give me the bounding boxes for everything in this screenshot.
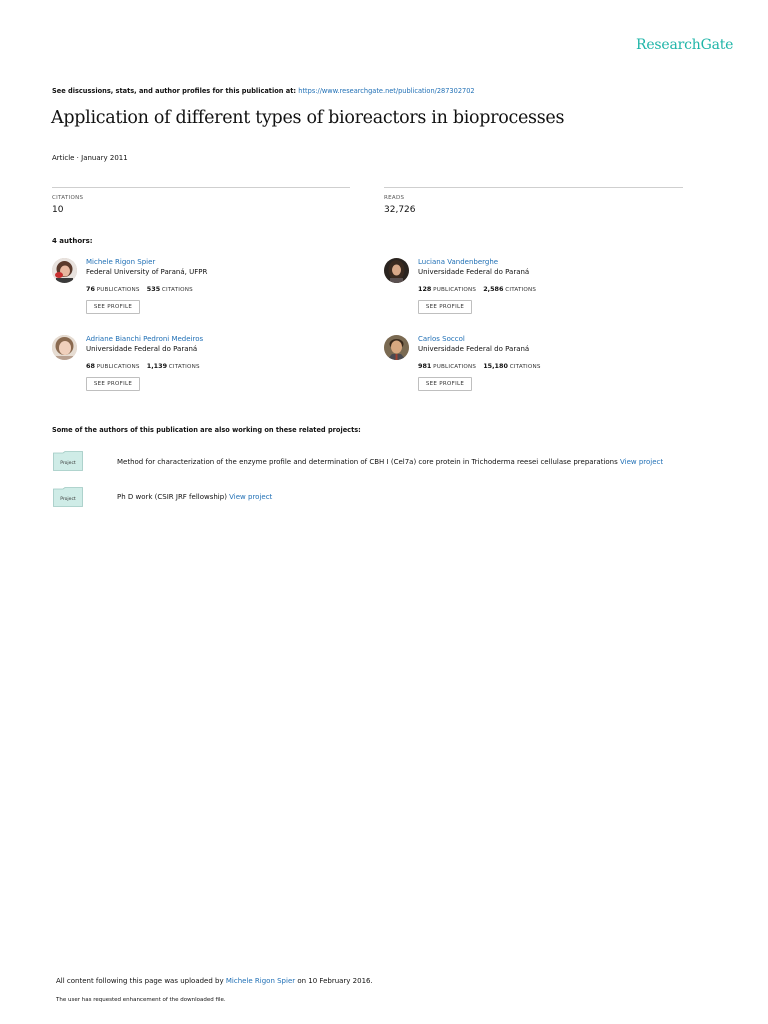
discussion-line [52, 87, 475, 95]
author-institution: Universidade Federal do Paraná [418, 345, 530, 353]
view-project-link[interactable]: View project [620, 458, 664, 466]
project-folder-icon [53, 451, 83, 471]
avatar-photo-icon [52, 258, 77, 283]
project-folder-icon [53, 487, 83, 507]
upload-note [56, 977, 373, 985]
author-name-link[interactable]: Carlos Soccol [418, 335, 465, 343]
author-name-link[interactable]: Adriane Bianchi Pedroni Medeiros [86, 335, 204, 343]
author-stats [86, 362, 200, 370]
publication-title: Application of different types of bioreactors in bioprocesses [51, 108, 565, 128]
avatar-photo-icon [384, 335, 409, 360]
project-title: Method for characterization of the enzyme profile and determination of CBH I (Cel7a) core protein in Trichoderma reesei cellulase preparations [117, 458, 618, 466]
publications-label: PUBLICATIONS [96, 287, 140, 293]
author-card [384, 258, 684, 324]
author-name-link[interactable]: Luciana Vandenberghe [418, 258, 499, 266]
project-icon-label: Project [60, 461, 76, 466]
author-avatar[interactable] [384, 335, 409, 360]
citations-label: CITATIONS [161, 287, 193, 293]
publications-count: 128 [418, 285, 432, 293]
citations-count: 2,586 [483, 285, 504, 293]
project-item [53, 487, 83, 511]
author-stats [418, 285, 536, 293]
author-card [52, 258, 352, 324]
see-profile-button[interactable]: SEE PROFILE [86, 377, 140, 391]
reads-value: 32,726 [384, 205, 416, 215]
authors-heading: 4 authors: [52, 237, 93, 245]
publication-url-link[interactable]: https://www.researchgate.net/publication/287302702 [298, 87, 475, 95]
author-avatar[interactable] [52, 258, 77, 283]
reads-divider [384, 187, 683, 188]
see-profile-button[interactable]: SEE PROFILE [86, 300, 140, 314]
publications-label: PUBLICATIONS [433, 364, 477, 370]
author-avatar[interactable] [384, 258, 409, 283]
citations-label: CITATIONS [168, 364, 200, 370]
avatar-photo-icon [52, 335, 77, 360]
citations-label: CITATIONS [505, 287, 537, 293]
author-institution: Universidade Federal do Paraná [418, 268, 530, 276]
view-project-link[interactable]: View project [229, 493, 273, 501]
author-institution: Federal University of Paraná, UFPR [86, 268, 208, 276]
project-description [117, 493, 272, 501]
enhancement-note: The user has requested enhancement of the downloaded file. [56, 997, 226, 1003]
citations-label: CITATIONS [509, 364, 541, 370]
citations-label: CITATIONS [52, 195, 84, 201]
publications-count: 981 [418, 362, 432, 370]
citations-divider [52, 187, 350, 188]
project-item [53, 451, 83, 475]
upload-suffix: on 10 February 2016. [297, 977, 373, 985]
researchgate-logo[interactable]: ResearchGate [636, 37, 734, 53]
author-institution: Universidade Federal do Paraná [86, 345, 198, 353]
author-card [52, 335, 352, 401]
see-profile-button[interactable]: SEE PROFILE [418, 377, 472, 391]
article-type-date: Article · January 2011 [52, 154, 128, 162]
reads-label: READS [384, 195, 405, 201]
project-icon-label: Project [60, 497, 76, 502]
project-description [117, 458, 663, 466]
see-profile-button[interactable]: SEE PROFILE [418, 300, 472, 314]
publications-count: 68 [86, 362, 95, 370]
author-name-link[interactable]: Michele Rigon Spier [86, 258, 156, 266]
publications-label: PUBLICATIONS [433, 287, 477, 293]
publications-count: 76 [86, 285, 95, 293]
citations-count: 535 [146, 285, 161, 293]
author-avatar[interactable] [52, 335, 77, 360]
upload-prefix: All content following this page was uploaded by [56, 977, 224, 985]
avatar-photo-icon [384, 258, 409, 283]
author-stats [86, 285, 193, 293]
publications-label: PUBLICATIONS [96, 364, 140, 370]
related-projects-heading: Some of the authors of this publication are also working on these related projects: [52, 426, 361, 434]
citations-count: 15,180 [483, 362, 508, 370]
citations-count: 1,139 [146, 362, 168, 370]
discussion-prefix: See discussions, stats, and author profiles for this publication at: [52, 87, 296, 95]
project-title: Ph D work (CSIR JRF fellowship) [117, 493, 227, 501]
author-card [384, 335, 684, 401]
uploader-link[interactable]: Michele Rigon Spier [225, 977, 296, 985]
author-stats [418, 362, 541, 370]
citations-value: 10 [52, 205, 64, 215]
